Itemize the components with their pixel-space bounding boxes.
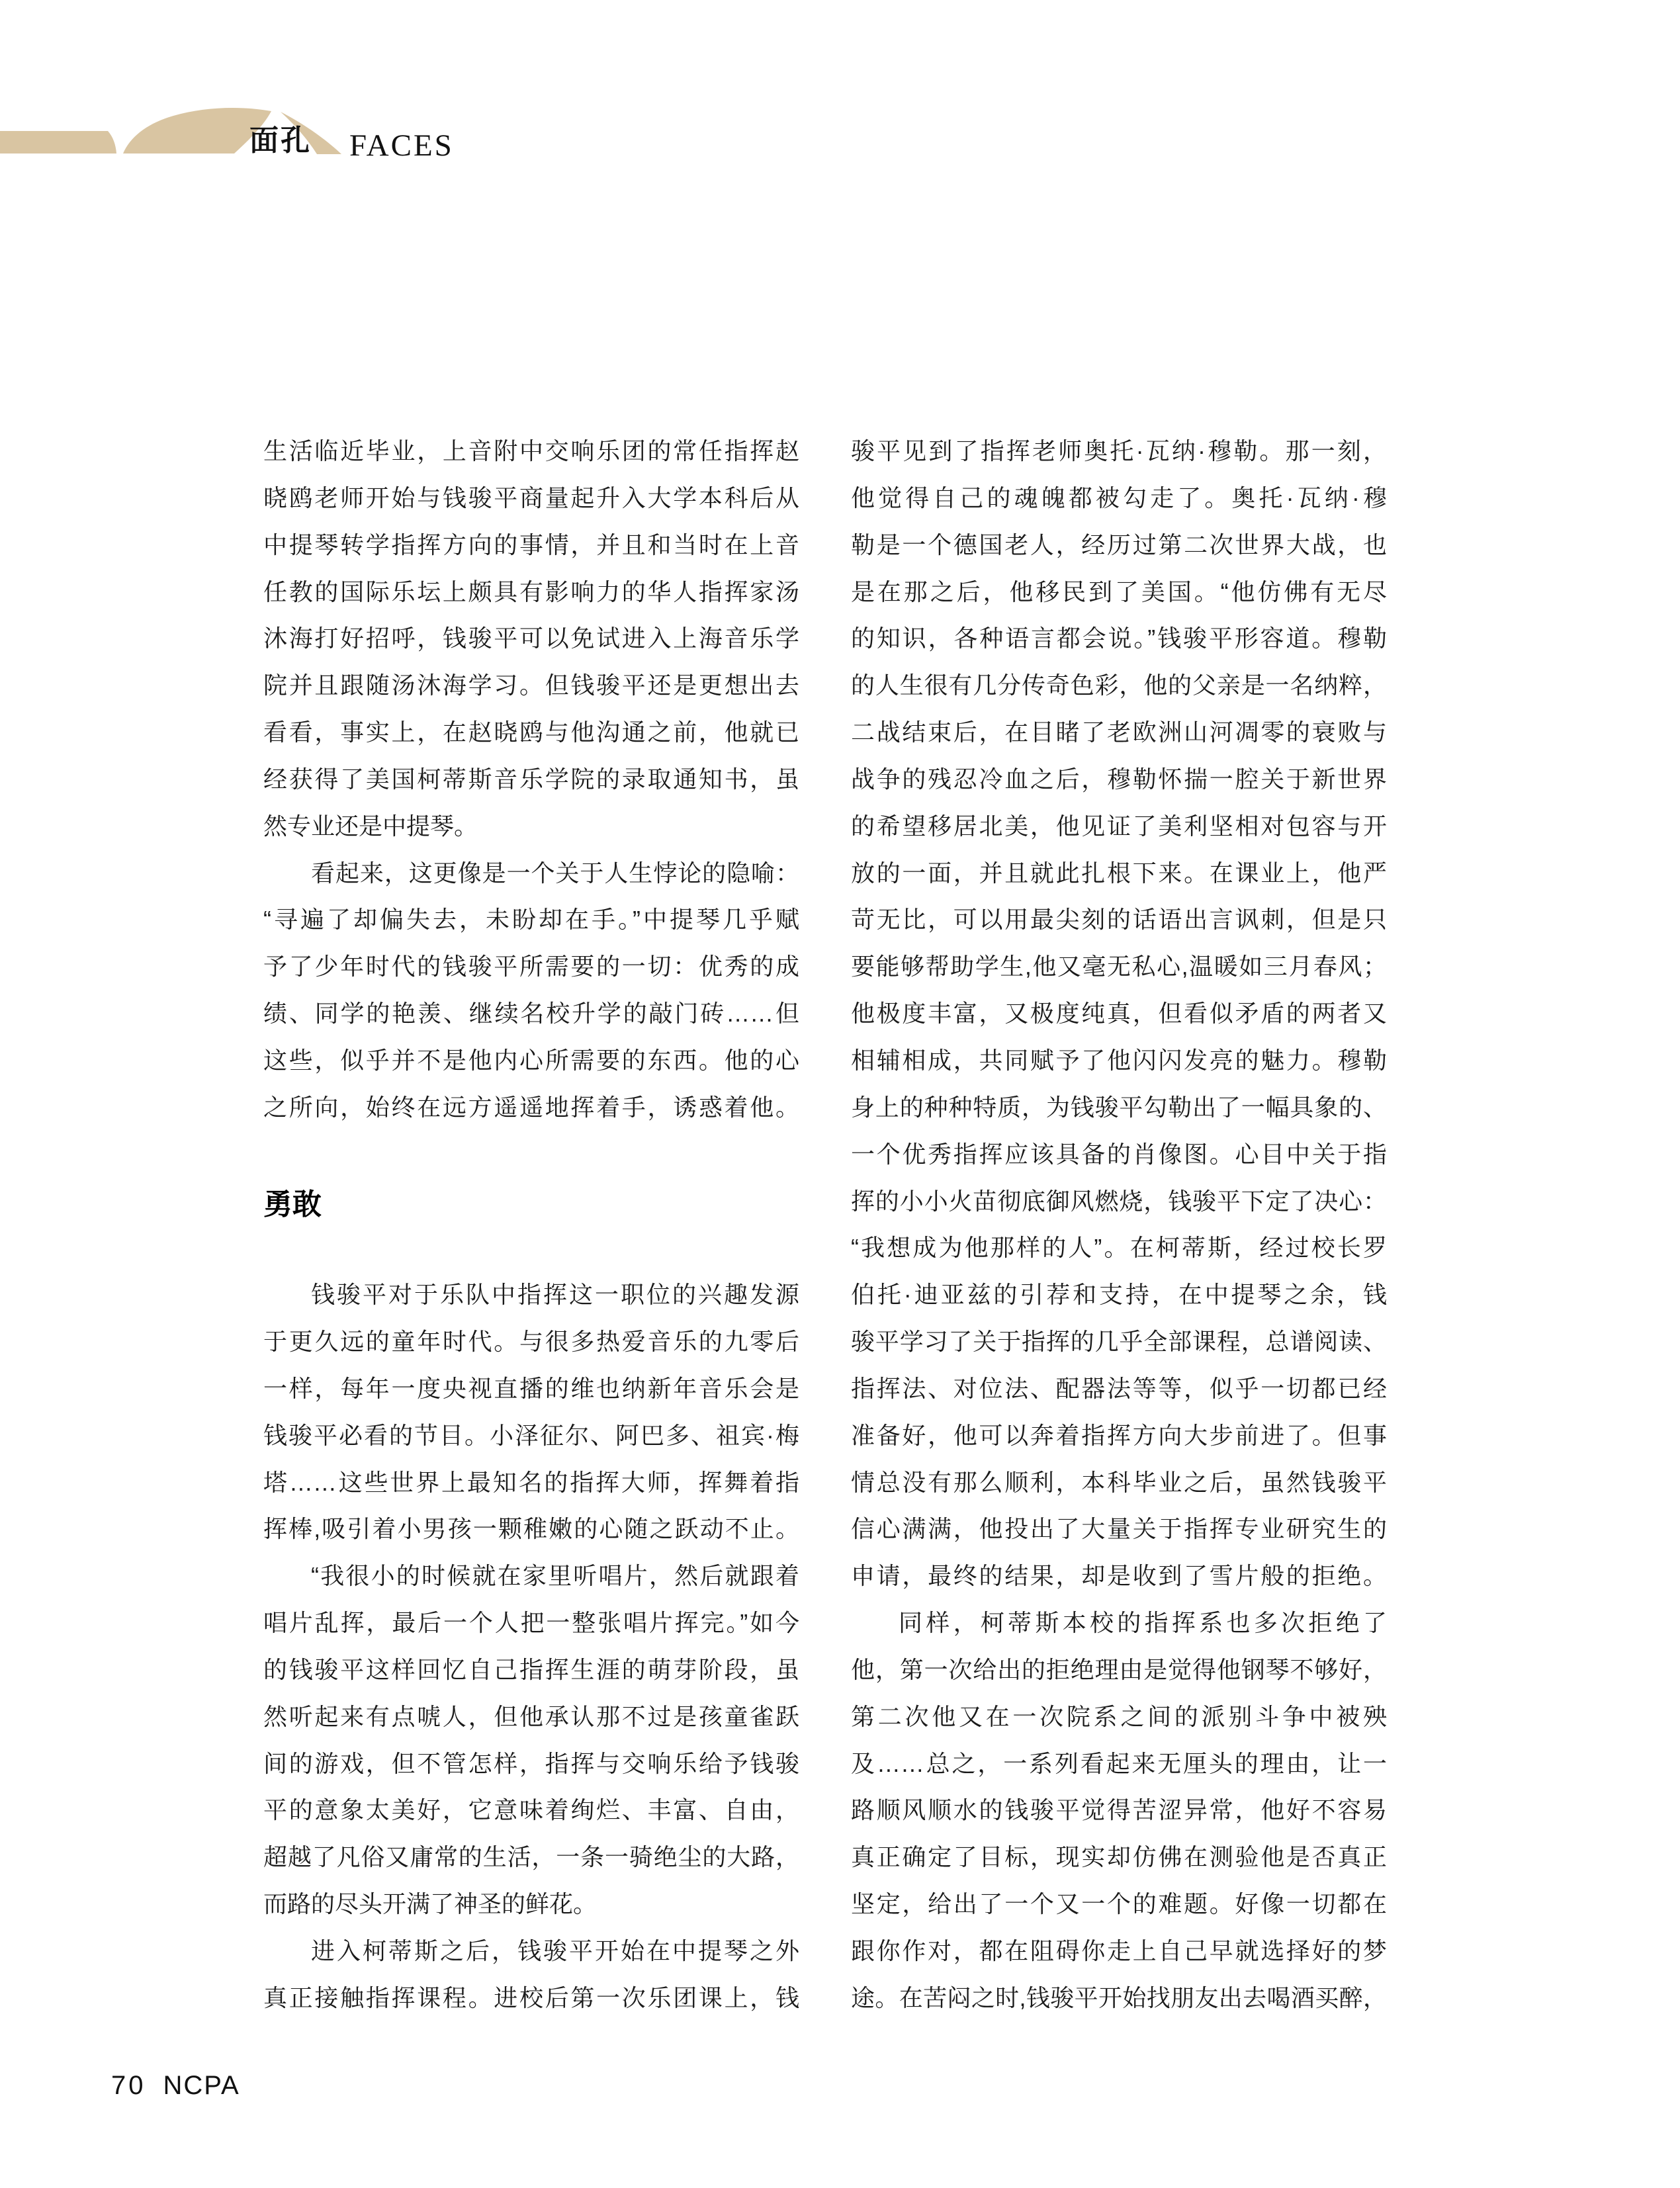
body-line: 之所向，始终在远方遥遥地挥着手，诱惑着他。: [263, 1093, 799, 1121]
body-line: 第二次他又在一次院系之间的派别斗争中被殃: [851, 1702, 1387, 1730]
body-line: 的知识，各种语言都会说。”钱骏平形容道。穆勒: [851, 625, 1387, 652]
body-line: 苛无比，可以用最尖刻的话语出言讽刺，但是只: [851, 906, 1387, 934]
body-line: 相辅相成，共同赋予了他闪闪发亮的魅力。穆勒: [851, 1046, 1387, 1074]
body-line: 进入柯蒂斯之后，钱骏平开始在中提琴之外: [311, 1937, 799, 1965]
right-column-lines: [851, 428, 1387, 2022]
body-line: 指挥法、对位法、配器法等等，似乎一切都已经: [851, 1374, 1387, 1402]
body-line: 真正确定了目标，现实却仿佛在测验他是否真正: [851, 1843, 1387, 1871]
body-line: 于更久远的童年时代。与很多热爱音乐的九零后: [263, 1328, 799, 1356]
body-line: 予了少年时代的钱骏平所需要的一切：优秀的成: [263, 953, 799, 981]
body-line: 是在那之后，他移民到了美国。“他仿佛有无尽: [851, 578, 1387, 605]
body-line: 战争的残忍冷血之后，穆勒怀揣一腔关于新世界: [851, 765, 1387, 793]
body-line: 他，第一次给出的拒绝理由是觉得他钢琴不够好，: [851, 1655, 1387, 1683]
body-line: 跟你作对，都在阻碍你走上自己早就选择好的梦: [851, 1937, 1387, 1964]
body-line: 勒是一个德国老人，经历过第二次世界大战，也: [851, 531, 1387, 558]
body-line: 沐海打好招呼，钱骏平可以免试进入上海音乐学: [263, 625, 799, 652]
footer: [111, 2072, 240, 2099]
body-line: “我想成为他那样的人”。在柯蒂斯，经过校长罗: [851, 1234, 1387, 1262]
left-column-bottom-lines: [263, 1272, 799, 2022]
body-line: 及……总之，一系列看起来无厘头的理由，让一: [851, 1749, 1387, 1777]
left-column: [263, 428, 799, 2022]
header-band-shape: [0, 131, 116, 153]
body-line: 途。在苦闷之时,钱骏平开始找朋友出去喝酒买醉，: [851, 1984, 1387, 2011]
right-column: [851, 428, 1387, 2022]
body-line: 他极度丰富，又极度纯真，但看似矛盾的两者又: [851, 1000, 1387, 1028]
body-line: 的希望移居北美，他见证了美利坚相对包容与开: [851, 812, 1387, 840]
body-line: 院并且跟随汤沐海学习。但钱骏平还是更想出去: [263, 672, 799, 699]
body-line: 生活临近毕业，上音附中交响乐团的常任指挥赵: [263, 437, 799, 464]
body-line: “我很小的时候就在家里听唱片，然后就跟着: [311, 1562, 799, 1590]
body-line: 路顺风顺水的钱骏平觉得苦涩异常，他好不容易: [851, 1796, 1387, 1824]
section-title-en: FACES: [349, 128, 454, 163]
body-line: 中提琴转学指挥方向的事情，并且和当时在上音: [263, 531, 799, 558]
section-heading-label: 勇敢: [263, 1188, 322, 1221]
left-column-top-lines: [263, 428, 799, 1131]
body-line: 信心满满，他投出了大量关于指挥专业研究生的: [851, 1515, 1387, 1543]
section-title-cn: 面孔: [249, 124, 312, 157]
body-line: 放的一面，并且就此扎根下来。在课业上，他严: [851, 859, 1387, 887]
body-line: 任教的国际乐坛上颇具有影响力的华人指挥家汤: [263, 578, 799, 605]
body-line: 超越了凡俗又庸常的生活，一条一骑绝尘的大路，: [263, 1843, 799, 1871]
body-line: 然听起来有点唬人，但他承认那不过是孩童雀跃: [263, 1702, 799, 1730]
body-line: 情总没有那么顺利，本科毕业之后，虽然钱骏平: [851, 1468, 1387, 1496]
body-line: 看起来，这更像是一个关于人生悖论的隐喻：: [311, 859, 799, 887]
body-line: 然专业还是中提琴。: [263, 812, 478, 840]
body-line: 坚定，给出了一个又一个的难题。好像一切都在: [851, 1890, 1387, 1918]
body-line: 一样，每年一度央视直播的维也纳新年音乐会是: [263, 1374, 799, 1402]
body-line: 的钱骏平这样回忆自己指挥生涯的萌芽阶段，虽: [263, 1655, 799, 1683]
body-line: 这些，似乎并不是他内心所需要的东西。他的心: [263, 1046, 799, 1074]
body-line: 真正接触指挥课程。进校后第一次乐团课上，钱: [263, 1984, 799, 2011]
body-line: 同样，柯蒂斯本校的指挥系也多次拒绝了: [899, 1609, 1387, 1637]
body-line: “寻遍了却偏失去，未盼却在手。”中提琴几乎赋: [263, 906, 799, 934]
page-number: 70: [111, 2071, 146, 2100]
body-line: 的人生很有几分传奇色彩，他的父亲是一名纳粹，: [851, 672, 1387, 699]
body-line: 准备好，他可以奔着指挥方向大步前进了。但事: [851, 1421, 1387, 1449]
body-line: 一个优秀指挥应该具备的肖像图。心目中关于指: [851, 1140, 1387, 1168]
body-line: 绩、同学的艳羡、继续名校升学的敲门砖……但: [263, 1000, 799, 1028]
body-line: 钱骏平必看的节目。小泽征尔、阿巴多、祖宾·梅: [263, 1421, 799, 1449]
body-line: 他觉得自己的魂魄都被勾走了。奥托·瓦纳·穆: [851, 484, 1387, 511]
body-line: 骏平学习了关于指挥的几乎全部课程，总谱阅读、: [851, 1328, 1387, 1356]
body-line: 晓鸥老师开始与钱骏平商量起升入大学本科后从: [263, 484, 799, 511]
body-line: 二战结束后，在目睹了老欧洲山河凋零的衰败与: [851, 719, 1387, 746]
brand: NCPA: [163, 2071, 240, 2100]
body-line: 伯托·迪亚兹的引荐和支持，在中提琴之余，钱: [851, 1281, 1387, 1309]
body-line: 间的游戏，但不管怎样，指挥与交响乐给予钱骏: [263, 1749, 799, 1777]
body-line: 唱片乱挥，最后一个人把一整张唱片挥完。”如今: [263, 1609, 799, 1637]
body-line: 钱骏平对于乐队中指挥这一职位的兴趣发源: [311, 1281, 799, 1309]
body-line: 身上的种种特质，为钱骏平勾勒出了一幅具象的、: [851, 1093, 1387, 1121]
body-line: 塔……这些世界上最知名的指挥大师，挥舞着指: [263, 1468, 799, 1496]
body-line: 挥的小小火苗彻底御风燃烧，钱骏平下定了决心：: [851, 1187, 1387, 1215]
body-line: 而路的尽头开满了神圣的鲜花。: [263, 1890, 597, 1918]
body-line: 挥棒,吸引着小男孩一颗稚嫩的心随之跃动不止。: [263, 1515, 799, 1543]
body-line: 骏平见到了指挥老师奥托·瓦纳·穆勒。那一刻，: [851, 437, 1387, 464]
body-line: 看看，事实上，在赵晓鸥与他沟通之前，他就已: [263, 719, 799, 746]
body-line: 要能够帮助学生,他又毫无私心,温暖如三月春风；: [851, 953, 1387, 981]
section-heading: [263, 1131, 799, 1272]
body-line: 申请，最终的结果，却是收到了雪片般的拒绝。: [851, 1562, 1387, 1590]
body-line: 经获得了美国柯蒂斯音乐学院的录取通知书，虽: [263, 765, 799, 793]
body-line: 平的意象太美好，它意味着绚烂、丰富、自由，: [263, 1796, 799, 1824]
